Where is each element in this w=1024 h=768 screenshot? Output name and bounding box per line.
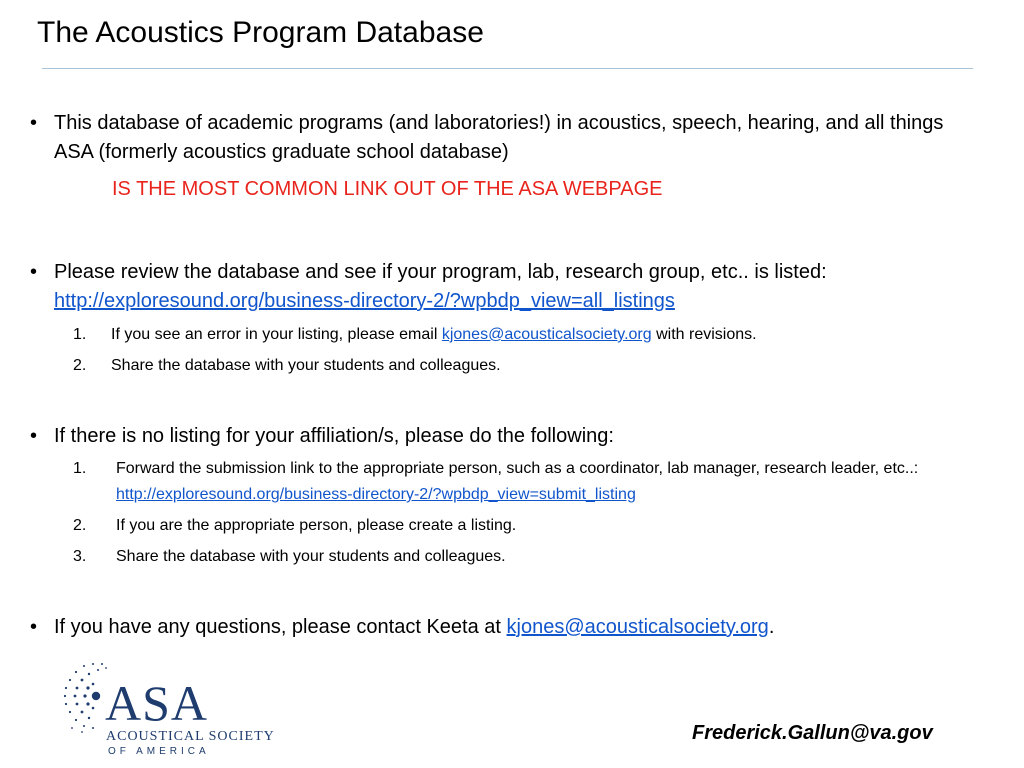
bullet-marker: • bbox=[30, 425, 38, 447]
list-number: 1. bbox=[73, 460, 87, 477]
title-divider bbox=[42, 68, 973, 69]
list-item bbox=[73, 353, 501, 379]
logo-wordmark: ASA bbox=[105, 675, 209, 731]
list-item bbox=[73, 513, 516, 539]
logo-of-america: OF AMERICA bbox=[108, 746, 210, 757]
bullet-database-description bbox=[30, 109, 984, 167]
bullet-marker: • bbox=[30, 261, 38, 283]
highlight-statement: IS THE MOST COMMON LINK OUT OF THE ASA WEBPAGE bbox=[112, 178, 663, 200]
bullet-marker: • bbox=[30, 112, 38, 134]
list-item bbox=[73, 456, 988, 508]
list-number: 2. bbox=[73, 517, 87, 534]
list-number: 3. bbox=[73, 548, 87, 565]
bullet-review-database bbox=[30, 258, 984, 316]
list-text: Share the database with your students and colleagues. bbox=[111, 357, 501, 374]
asa-logo bbox=[60, 658, 290, 758]
logo-society-name: ACOUSTICAL SOCIETY bbox=[106, 729, 275, 744]
bullet-no-listing bbox=[30, 422, 984, 451]
bullet-text: Please review the database and see if your program, lab, research group, etc.. is listed: bbox=[54, 261, 827, 283]
presenter-email: Frederick.Gallun@va.gov bbox=[692, 722, 933, 744]
all-listings-link[interactable]: http://exploresound.org/business-directory-2/?wpbdp_view=all_listings bbox=[54, 290, 675, 312]
submit-listing-link[interactable]: http://exploresound.org/business-directory-2/?wpbdp_view=submit_listing bbox=[116, 486, 636, 503]
bullet-marker: • bbox=[30, 616, 38, 638]
list-text-end: with revisions. bbox=[651, 326, 757, 343]
list-text: Forward the submission link to the appropriate person, such as a coordinator, lab manager, research leader, etc..: bbox=[116, 460, 919, 477]
list-text: If you are the appropriate person, please create a listing. bbox=[116, 517, 517, 534]
bullet-contact bbox=[30, 613, 984, 642]
slide-title: The Acoustics Program Database bbox=[37, 16, 484, 49]
list-text: Share the database with your students and colleagues. bbox=[116, 548, 506, 565]
bullet-text: This database of academic programs (and laboratories!) in acoustics, speech, hearing, and all things ASA (formerly acoustics graduate school database) bbox=[54, 112, 944, 163]
list-text: If you see an error in your listing, please email bbox=[111, 326, 442, 343]
email-link-revisions[interactable]: kjones@acousticalsociety.org bbox=[441, 326, 652, 343]
bullet-text-end: . bbox=[768, 616, 775, 638]
list-item bbox=[73, 322, 757, 348]
list-number: 1. bbox=[73, 326, 87, 343]
contact-email-link[interactable]: kjones@acousticalsociety.org bbox=[506, 616, 769, 638]
list-number: 2. bbox=[73, 357, 87, 374]
bullet-text: If you have any questions, please contact Keeta at bbox=[54, 616, 507, 638]
list-item bbox=[73, 544, 506, 570]
bullet-text: If there is no listing for your affiliation/s, please do the following: bbox=[54, 425, 614, 447]
